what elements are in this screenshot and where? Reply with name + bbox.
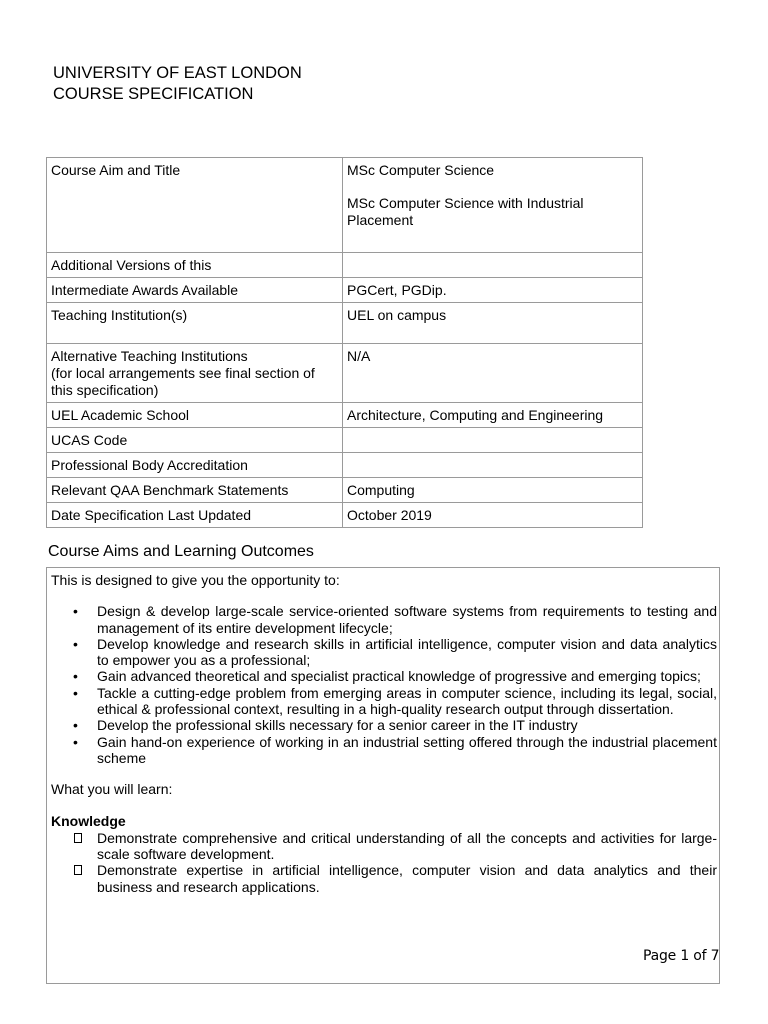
list-item bbox=[51, 862, 717, 895]
list-item: • Gain advanced theoretical and specialist practical knowledge of progressive and emerging topics; bbox=[51, 668, 717, 684]
aims-box bbox=[46, 567, 720, 984]
section-title: Course Aims and Learning Outcomes bbox=[48, 543, 314, 560]
knowledge-list bbox=[51, 830, 717, 895]
list-item: • Gain hand-on experience of working in an industrial setting offered through the industrial placement scheme bbox=[51, 734, 717, 767]
list-item: • Develop the professional skills necessary for a senior career in the IT industry bbox=[51, 717, 717, 733]
row-label: Alternative Teaching Institutions (for local arrangements see final section of this specification) bbox=[47, 344, 343, 403]
checkbox-square-icon bbox=[74, 833, 82, 843]
row-value: N/A bbox=[343, 344, 643, 403]
row-value bbox=[343, 158, 643, 253]
table-row bbox=[47, 403, 643, 428]
row-label: UEL Academic School bbox=[47, 403, 343, 428]
table-row bbox=[47, 453, 643, 478]
row-label: Date Specification Last Updated bbox=[47, 503, 343, 528]
row-value bbox=[343, 453, 643, 478]
row-value: PGCert, PGDip. bbox=[343, 278, 643, 303]
table-row bbox=[47, 278, 643, 303]
row-value bbox=[343, 428, 643, 453]
list-item: • Design & develop large-scale service-oriented software systems from requirements to testing and management of its entire development lifecycle; bbox=[51, 603, 717, 636]
aims-list bbox=[51, 603, 717, 766]
row-value bbox=[343, 253, 643, 278]
row-label: Course Aim and Title bbox=[47, 158, 343, 253]
knowledge-text: Demonstrate expertise in artificial intelligence, computer vision and data analytics and their business and research applications. bbox=[97, 862, 717, 895]
list-item bbox=[51, 830, 717, 863]
aims-intro: This is designed to give you the opportunity to: bbox=[51, 572, 340, 588]
row-label: Intermediate Awards Available bbox=[47, 278, 343, 303]
table-row bbox=[47, 428, 643, 453]
table-row bbox=[47, 478, 643, 503]
row-label: Relevant QAA Benchmark Statements bbox=[47, 478, 343, 503]
row-label: UCAS Code bbox=[47, 428, 343, 453]
knowledge-text: Demonstrate comprehensive and critical understanding of all the concepts and activities for large-scale software development. bbox=[97, 829, 717, 863]
document-title: COURSE SPECIFICATION bbox=[53, 85, 254, 103]
row-label: Additional Versions of this bbox=[47, 253, 343, 278]
row-value: Architecture, Computing and Engineering bbox=[343, 403, 643, 428]
course-title-placement: MSc Computer Science with Industrial Placement bbox=[347, 195, 584, 228]
learn-label: What you will learn: bbox=[51, 781, 173, 798]
row-label: Professional Body Accreditation bbox=[47, 453, 343, 478]
table-row bbox=[47, 503, 643, 528]
university-name: UNIVERSITY OF EAST LONDON bbox=[53, 64, 302, 82]
document-heading bbox=[53, 63, 302, 105]
row-value: Computing bbox=[343, 478, 643, 503]
checkbox-square-icon bbox=[74, 865, 82, 875]
table-row bbox=[47, 253, 643, 278]
table-row bbox=[47, 303, 643, 344]
list-item: • Tackle a cutting-edge problem from emerging areas in computer science, including its legal, social, ethical & professional context, resulting in a high-quality research output through dissertation. bbox=[51, 685, 717, 718]
page-number: Page 1 of 7 bbox=[643, 948, 720, 964]
row-label: Teaching Institution(s) bbox=[47, 303, 343, 344]
row-value: October 2019 bbox=[343, 503, 643, 528]
course-title-main: MSc Computer Science bbox=[347, 162, 495, 178]
table-row bbox=[47, 158, 643, 253]
knowledge-heading: Knowledge bbox=[51, 812, 126, 829]
list-item: • Develop knowledge and research skills in artificial intelligence, computer vision and data analytics to empower you as a professional; bbox=[51, 636, 717, 669]
row-value: UEL on campus bbox=[343, 303, 643, 344]
course-spec-table bbox=[46, 157, 643, 528]
table-row bbox=[47, 344, 643, 403]
